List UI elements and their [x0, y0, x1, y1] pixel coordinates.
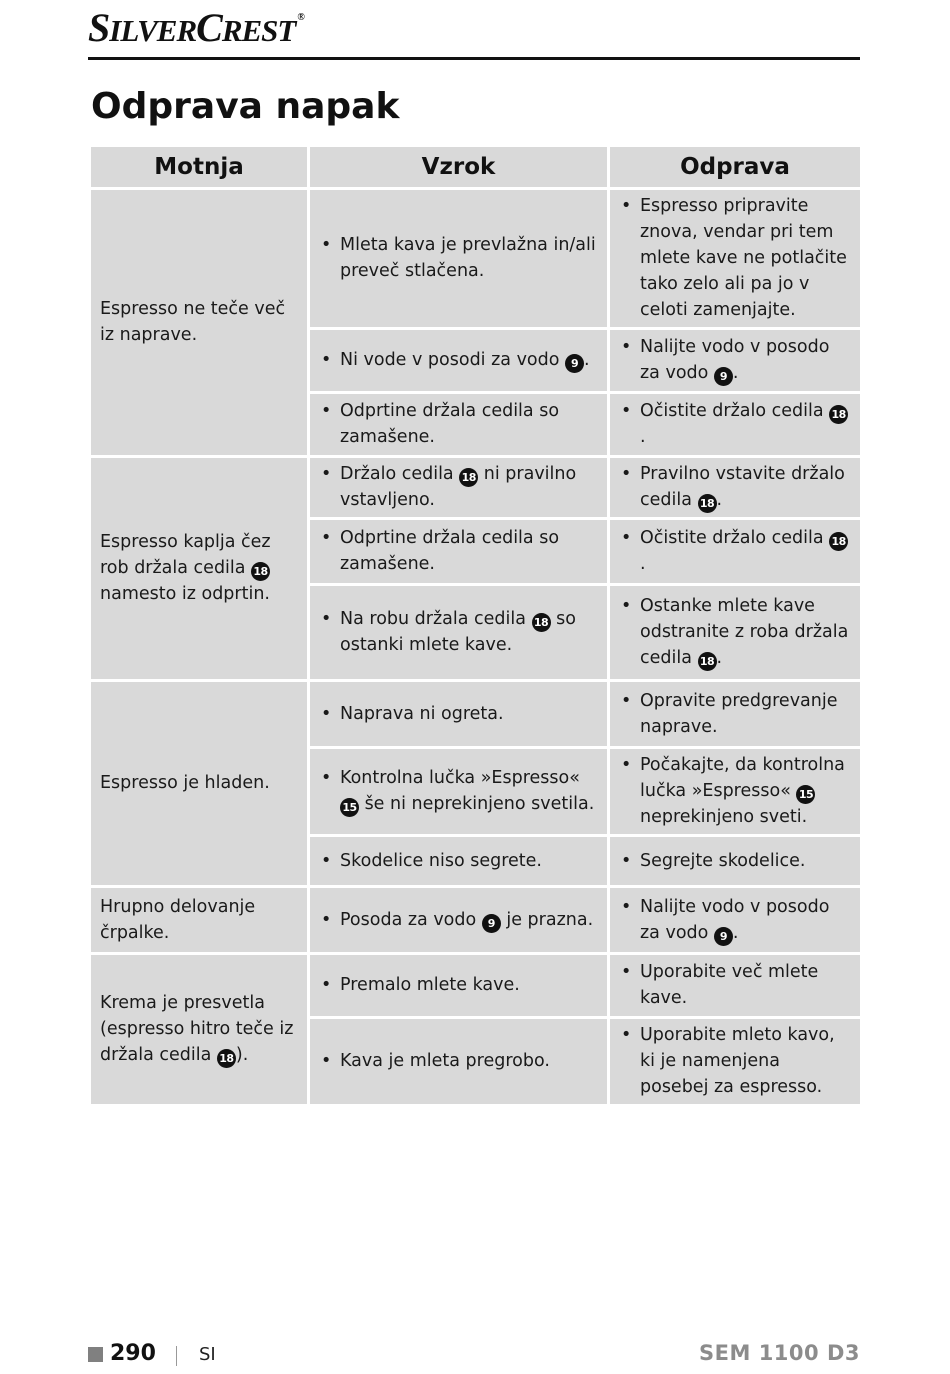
remedy-cell-text: Očistite držalo cedila 18.: [640, 525, 852, 577]
bullet-icon: •: [321, 768, 332, 788]
remedy-cell: [610, 888, 860, 955]
reference-number-icon: 18: [217, 1049, 236, 1068]
cause-cell-text: Kava je mleta pregrobo.: [340, 1051, 550, 1071]
model-number: SEM 1100 D3: [699, 1341, 860, 1365]
remedy-cell-text: Nalijte vodo v posodo za vodo 9 .: [640, 894, 852, 946]
reference-number-icon: 18: [698, 494, 717, 513]
remedy-cell-text: Espresso pripravite znova, vendar pri tem mlete kave ne potlačite tako zelo ali pa jo v celoti zamenjajte.: [640, 196, 847, 320]
cause-cell: [310, 394, 610, 458]
problem-cell: [91, 888, 310, 955]
cause-cell-text: Odprtine držala cedila so zamašene.: [340, 401, 560, 447]
remedy-cell-text: Počakajte, da kontrolna lučka »Espresso« 15 neprekinjeno sveti.: [640, 755, 845, 827]
problem-cell: [91, 955, 310, 1107]
reference-number-icon: 18: [829, 405, 848, 424]
cause-cell: [310, 520, 610, 586]
remedy-cell-text: Uporabite več mlete kave.: [640, 962, 819, 1008]
header-problem: Motnja: [91, 147, 310, 190]
footer-square-icon: [88, 1347, 103, 1362]
bullet-icon: •: [321, 464, 332, 484]
problem-text: Hrupno delovanje črpalke.: [100, 896, 256, 943]
reference-number-icon: 18: [459, 468, 478, 487]
footer-divider: [176, 1346, 177, 1366]
remedy-cell-text: Pravilno vstavite držalo cedila 18 .: [640, 461, 852, 513]
bullet-icon: •: [321, 850, 332, 871]
problem-text: Espresso kaplja čez rob držala cedila 18 namesto iz odprtin.: [100, 532, 271, 604]
remedy-cell-text: Nalijte vodo v posodo za vodo 9 .: [640, 334, 852, 386]
bullet-icon: •: [621, 528, 632, 548]
header-rule: [88, 57, 860, 60]
table-row: [91, 190, 860, 330]
cause-cell: [310, 190, 610, 330]
page-number: 290: [110, 1341, 156, 1366]
bullet-icon: •: [321, 235, 332, 255]
header-remedy: Odprava: [610, 147, 860, 190]
cause-cell-text: Posoda za vodo 9 je prazna.: [340, 907, 593, 933]
remedy-cell: [610, 955, 860, 1019]
bullet-icon: •: [321, 401, 332, 421]
cause-cell-text: Premalo mlete kave.: [340, 975, 520, 995]
problem-text: Krema je presvetla (espresso hitro teče iz držala cedila 18 ).: [100, 993, 293, 1065]
bullet-icon: •: [321, 350, 332, 370]
cause-cell: [310, 888, 610, 955]
bullet-icon: •: [621, 464, 632, 484]
problem-cell: [91, 190, 310, 458]
silvercrest-logo: SILVERCREST ®: [88, 5, 304, 50]
table-row: [91, 955, 860, 1019]
remedy-cell: [610, 458, 860, 520]
cause-cell-text: Odprtine držala cedila so zamašene.: [340, 528, 560, 574]
cause-cell-text: Na robu držala cedila 18 so ostanki mlete kave.: [340, 609, 576, 655]
reference-number-icon: 18: [698, 652, 717, 671]
bullet-icon: •: [321, 909, 332, 930]
page-footer: [88, 1340, 860, 1372]
remedy-cell-text: Uporabite mleto kavo, ki je namenjena posebej za espresso.: [640, 1025, 835, 1097]
header-cause: Vzrok: [310, 147, 610, 190]
cause-cell: [310, 955, 610, 1019]
remedy-cell: [610, 330, 860, 394]
cause-cell-text: Držalo cedila 18 ni pravilno vstavljeno.: [340, 464, 577, 510]
reference-number-icon: 9: [565, 354, 584, 373]
cause-cell: [310, 1019, 610, 1107]
remedy-cell: [610, 586, 860, 682]
table-header-row: [91, 147, 860, 190]
bullet-icon: •: [621, 690, 632, 711]
remedy-cell-text: Očistite držalo cedila 18.: [640, 398, 852, 450]
problem-text: Espresso ne teče več iz naprave.: [100, 299, 286, 345]
remedy-cell: [610, 837, 860, 888]
reference-number-icon: 9: [714, 927, 733, 946]
problem-text: Espresso je hladen.: [100, 773, 270, 793]
language-code: SI: [199, 1344, 216, 1365]
table-row: [91, 458, 860, 520]
bullet-icon: •: [321, 975, 332, 995]
cause-cell: [310, 682, 610, 749]
reference-number-icon: 18: [829, 532, 848, 551]
problem-cell: [91, 458, 310, 682]
bullet-icon: •: [621, 196, 632, 216]
bullet-icon: •: [321, 609, 332, 629]
cause-cell: [310, 586, 610, 682]
cause-cell-text: Skodelice niso segrete.: [340, 850, 542, 871]
bullet-icon: •: [621, 596, 632, 616]
bullet-icon: •: [621, 850, 632, 871]
reference-number-icon: 15: [796, 785, 815, 804]
bullet-icon: •: [621, 896, 632, 917]
cause-cell-text: Naprava ni ogreta.: [340, 703, 504, 724]
cause-cell: [310, 330, 610, 394]
troubleshooting-table: [91, 147, 860, 1107]
remedy-cell-text: Ostanke mlete kave odstranite z roba držala cedila 18 .: [640, 593, 852, 671]
cause-cell-text: Mleta kava je prevlažna in/ali preveč stlačena.: [340, 235, 596, 281]
bullet-icon: •: [321, 528, 332, 548]
table-row: [91, 682, 860, 749]
table-row: [91, 888, 860, 955]
page-title: Odprava napak: [91, 86, 400, 127]
remedy-cell: [610, 520, 860, 586]
remedy-cell: [610, 682, 860, 749]
bullet-icon: •: [321, 703, 332, 724]
bullet-icon: •: [621, 337, 632, 357]
remedy-cell: [610, 749, 860, 837]
cause-cell-text: Ni vode v posodi za vodo 9 .: [340, 347, 590, 373]
reference-number-icon: 18: [532, 613, 551, 632]
bullet-icon: •: [621, 755, 632, 775]
remedy-cell-text: Segrejte skodelice.: [640, 850, 806, 871]
bullet-icon: •: [321, 1051, 332, 1071]
remedy-cell: [610, 190, 860, 330]
remedy-cell: [610, 394, 860, 458]
cause-cell-text: Kontrolna lučka »Espresso« 15 še ni neprekinjeno svetila.: [340, 765, 599, 817]
bullet-icon: •: [621, 401, 632, 421]
remedy-cell-text: Opravite predgrevanje naprave.: [640, 690, 838, 737]
problem-cell: [91, 682, 310, 888]
bullet-icon: •: [621, 1025, 632, 1045]
reference-number-icon: 9: [714, 367, 733, 386]
cause-cell: [310, 458, 610, 520]
reference-number-icon: 15: [340, 798, 359, 817]
cause-cell: [310, 749, 610, 837]
cause-cell: [310, 837, 610, 888]
bullet-icon: •: [621, 962, 632, 982]
reference-number-icon: 18: [251, 562, 270, 581]
reference-number-icon: 9: [482, 914, 501, 933]
remedy-cell: [610, 1019, 860, 1107]
